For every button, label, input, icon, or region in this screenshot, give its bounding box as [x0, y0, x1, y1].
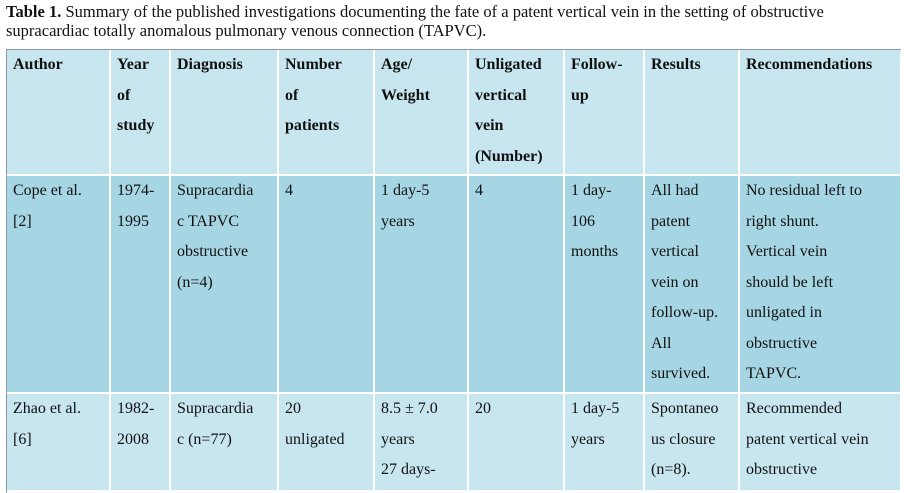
cell-follow-up: 1 day- 106 months — [564, 175, 644, 393]
header-diagnosis: Diagnosis — [170, 50, 278, 175]
cell-results: All had patent vertical vein on follow-up. All survived. — [644, 175, 739, 393]
header-recommendations: Recommendations — [739, 50, 901, 175]
cell-unligated-vein: 20 — [468, 393, 564, 491]
caption-label: Table 1. — [6, 2, 62, 21]
cell-author: Cope et al. [2] — [7, 175, 110, 393]
cell-age-weight: 8.5 ± 7.0 years 27 days- — [374, 393, 468, 491]
header-results: Results — [644, 50, 739, 175]
cell-follow-up: 1 day-5 years — [564, 393, 644, 491]
caption-text: Summary of the published investigations documenting the fate of a patent vertical vein in the setting of obstructive supracardiac totally anomalous pulmonary venous connection (TAPVC). — [6, 2, 824, 40]
cell-diagnosis: Supracardia c (n=77) — [170, 393, 278, 491]
cell-number-of-patients: 20 unligated — [278, 393, 374, 491]
cell-year: 1982- 2008 — [110, 393, 170, 491]
header-follow-up: Follow- up — [564, 50, 644, 175]
header-number-of-patients: Number of patients — [278, 50, 374, 175]
cell-author: Zhao et al. [6] — [7, 393, 110, 491]
cell-year: 1974- 1995 — [110, 175, 170, 393]
summary-table-container — [6, 49, 901, 493]
header-row — [7, 50, 901, 175]
header-age-weight: Age/ Weight — [374, 50, 468, 175]
table-row — [7, 393, 901, 491]
table-row — [7, 175, 901, 393]
cell-age-weight: 1 day-5 years — [374, 175, 468, 393]
header-year: Year of study — [110, 50, 170, 175]
summary-table — [7, 50, 901, 492]
cell-recommendations: No residual left to right shunt. Vertical vein should be left unligated in obstructive TAPVC. — [739, 175, 901, 393]
cell-unligated-vein: 4 — [468, 175, 564, 393]
header-author: Author — [7, 50, 110, 175]
cell-diagnosis: Supracardia c TAPVC obstructive (n=4) — [170, 175, 278, 393]
cell-recommendations: Recommended patent vertical vein obstructive — [739, 393, 901, 491]
cell-results: Spontaneo us closure (n=8). — [644, 393, 739, 491]
cell-number-of-patients: 4 — [278, 175, 374, 393]
table-caption — [6, 2, 901, 40]
header-unligated-vein: Unligated vertical vein (Number) — [468, 50, 564, 175]
